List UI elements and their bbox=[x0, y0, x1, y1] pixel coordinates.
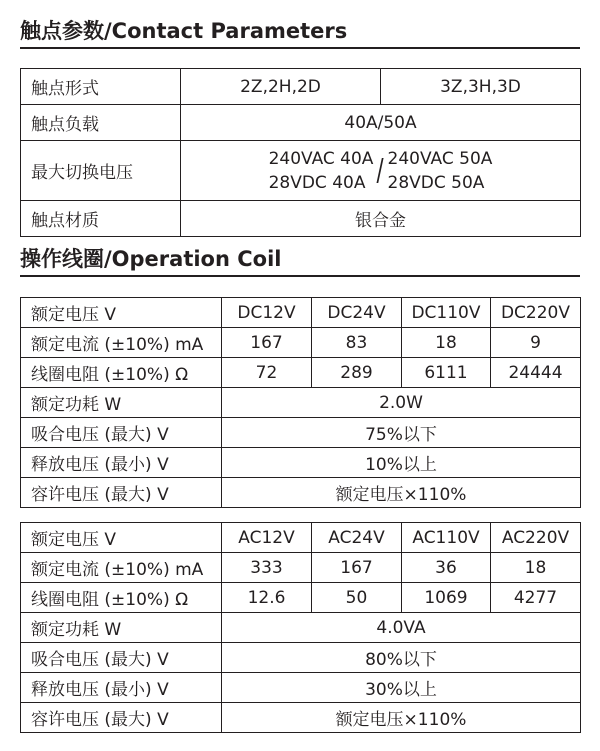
switching-voltage-right: 240VAC 50A 28VDC 50A bbox=[387, 148, 493, 193]
row-label: 最大切换电压 bbox=[21, 141, 181, 201]
table-row bbox=[21, 358, 581, 388]
row-label: 额定电流 (±10%) mA bbox=[21, 553, 222, 583]
row-label: 额定电流 (±10%) mA bbox=[21, 328, 222, 358]
contact-parameters-table bbox=[20, 68, 581, 237]
table-row bbox=[21, 105, 581, 141]
table-row bbox=[21, 448, 581, 478]
table-row bbox=[21, 523, 581, 553]
row-label: 触点形式 bbox=[21, 69, 181, 105]
table-cell: 6111 bbox=[402, 358, 491, 388]
table-row bbox=[21, 703, 581, 733]
row-label: 触点负载 bbox=[21, 105, 181, 141]
row-label: 触点材质 bbox=[21, 201, 181, 237]
row-label: 释放电压 (最小) V bbox=[21, 673, 222, 703]
table-row bbox=[21, 201, 581, 237]
table-cell: AC24V bbox=[312, 523, 402, 553]
contact-parameters-heading: 触点参数/Contact Parameters bbox=[20, 18, 580, 49]
table-row bbox=[21, 583, 581, 613]
table-cell: 80%以下 bbox=[222, 643, 581, 673]
table-cell: 18 bbox=[402, 328, 491, 358]
table-cell: 4277 bbox=[491, 583, 581, 613]
table-cell: AC12V bbox=[222, 523, 312, 553]
table-row bbox=[21, 478, 581, 508]
dc-coil-table bbox=[20, 297, 581, 508]
row-label: 线圈电阻 (±10%) Ω bbox=[21, 358, 222, 388]
table-cell: DC110V bbox=[402, 298, 491, 328]
table-cell: 72 bbox=[222, 358, 312, 388]
table-cell: 1069 bbox=[402, 583, 491, 613]
table-cell: 75%以下 bbox=[222, 418, 581, 448]
table-cell: DC12V bbox=[222, 298, 312, 328]
contact-load-value: 40A/50A bbox=[181, 105, 581, 141]
row-label: 额定功耗 W bbox=[21, 613, 222, 643]
table-cell: DC220V bbox=[491, 298, 581, 328]
row-label: 吸合电压 (最大) V bbox=[21, 418, 222, 448]
table-cell: 24444 bbox=[491, 358, 581, 388]
row-label: 容许电压 (最大) V bbox=[21, 703, 222, 733]
table-row bbox=[21, 69, 581, 105]
table-cell: 12.6 bbox=[222, 583, 312, 613]
operation-coil-heading: 操作线圈/Operation Coil bbox=[20, 246, 580, 277]
switching-voltage-cell bbox=[181, 141, 581, 201]
table-cell: 9 bbox=[491, 328, 581, 358]
table-row bbox=[21, 328, 581, 358]
row-label: 释放电压 (最小) V bbox=[21, 448, 222, 478]
table-cell: 333 bbox=[222, 553, 312, 583]
table-cell: 36 bbox=[402, 553, 491, 583]
switching-voltage-left: 240VAC 40A 28VDC 40A bbox=[268, 148, 374, 193]
row-label: 额定功耗 W bbox=[21, 388, 222, 418]
table-row bbox=[21, 613, 581, 643]
row-label: 额定电压 V bbox=[21, 523, 222, 553]
ac-coil-table bbox=[20, 522, 581, 733]
table-cell: 83 bbox=[312, 328, 402, 358]
table-cell: AC110V bbox=[402, 523, 491, 553]
table-cell: DC24V bbox=[312, 298, 402, 328]
table-cell: 167 bbox=[312, 553, 402, 583]
slash-separator: / bbox=[376, 152, 385, 188]
table-cell: 167 bbox=[222, 328, 312, 358]
contact-form-value: 2Z,2H,2D bbox=[181, 69, 381, 105]
table-row bbox=[21, 643, 581, 673]
row-label: 吸合电压 (最大) V bbox=[21, 643, 222, 673]
table-cell: 30%以上 bbox=[222, 673, 581, 703]
table-row bbox=[21, 418, 581, 448]
contact-form-value: 3Z,3H,3D bbox=[381, 69, 581, 105]
table-row bbox=[21, 553, 581, 583]
table-cell: 10%以上 bbox=[222, 448, 581, 478]
table-cell: 289 bbox=[312, 358, 402, 388]
table-cell: 2.0W bbox=[222, 388, 581, 418]
table-cell: 额定电压×110% bbox=[222, 703, 581, 733]
table-cell: 额定电压×110% bbox=[222, 478, 581, 508]
contact-material-value: 银合金 bbox=[181, 201, 581, 237]
table-cell: AC220V bbox=[491, 523, 581, 553]
row-label: 容许电压 (最大) V bbox=[21, 478, 222, 508]
row-label: 额定电压 V bbox=[21, 298, 222, 328]
table-row bbox=[21, 141, 581, 201]
table-row bbox=[21, 298, 581, 328]
table-cell: 4.0VA bbox=[222, 613, 581, 643]
table-row bbox=[21, 673, 581, 703]
table-cell: 18 bbox=[491, 553, 581, 583]
table-row bbox=[21, 388, 581, 418]
row-label: 线圈电阻 (±10%) Ω bbox=[21, 583, 222, 613]
table-cell: 50 bbox=[312, 583, 402, 613]
